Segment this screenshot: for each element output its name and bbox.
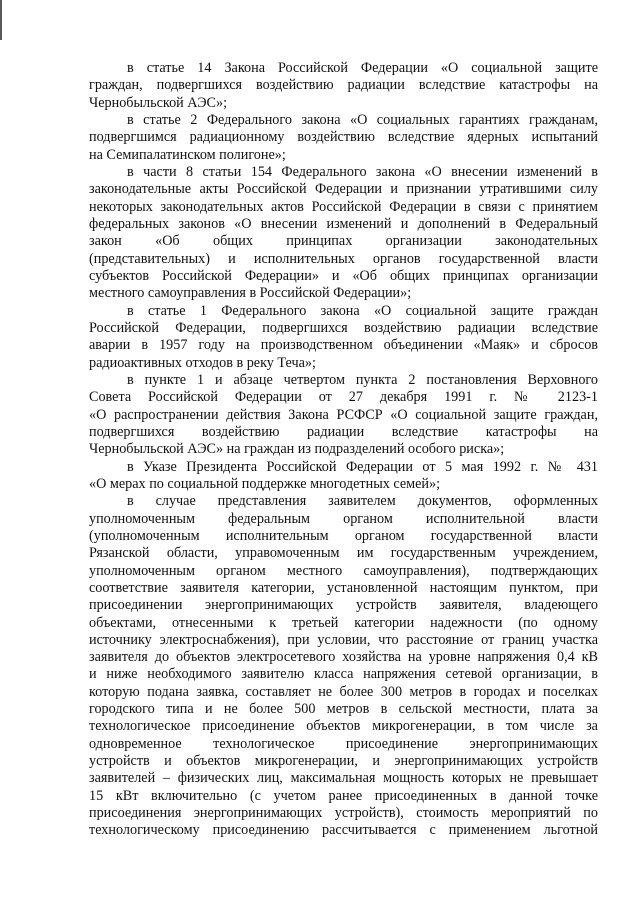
document-body — [89, 60, 598, 840]
text-line: «О мерах по социальной поддержке многодетных семей»; — [89, 475, 441, 492]
text-line: соответствие заявителя категории, установленной настоящим пунктом, при — [89, 579, 598, 596]
text-line: в Указе Президента Российской Федерации от 5 мая 1992 г. № 431 — [127, 458, 598, 475]
text-line: технологическое присоединение объектов микрогенерации, в том числе за — [89, 718, 598, 735]
text-line: граждан, подвергшихся воздействию радиации вследствие катастрофы на — [89, 77, 598, 94]
text-line: присоединении энергопринимающих устройств заявителя, владеющего — [89, 597, 598, 614]
text-line: заявителей – физических лиц, максимальная мощность которых не превышает — [89, 770, 598, 787]
text-line: в статье 2 Федерального закона «О социальных гарантиях гражданам, — [127, 111, 598, 128]
text-line: городского типа и не более 500 метров в сельской местности, плата за — [89, 701, 598, 718]
text-line: подвергшихся воздействию радиации вследствие катастрофы на — [89, 423, 598, 440]
text-line: в части 8 статьи 154 Федерального закона «О внесении изменений в — [127, 163, 598, 180]
text-line: в статье 14 Закона Российской Федерации «О социальной защите — [127, 60, 598, 76]
text-line: (представительных) и исполнительных органов государственной власти — [89, 250, 598, 267]
text-line: в пункте 1 и абзаце четвертом пункта 2 постановления Верховного — [127, 371, 598, 388]
text-line: технологическому присоединению рассчитывается с применением льготной — [89, 822, 598, 839]
text-line: в случае представления заявителем документов, оформленных — [127, 493, 598, 510]
text-line: подвергшимся радиационному воздействию вследствие ядерных испытаний — [89, 129, 598, 146]
text-line: уполномоченным органом местного самоуправления), подтверждающих — [89, 562, 598, 579]
text-line: заявителя до объектов электросетевого хозяйства на уровне напряжения 0,4 кВ — [89, 649, 598, 666]
text-line: некоторых законодательных актов Российской Федерации в связи с принятием — [89, 198, 598, 215]
text-line: в статье 1 Федерального закона «О социальной защите граждан — [127, 302, 598, 319]
text-line: радиоактивных отходов в реку Теча»; — [89, 354, 316, 371]
text-line: устройств и объектов микрогенерации, и энергопринимающих устройств — [89, 753, 598, 770]
text-line: местного самоуправления в Российской Федерации»; — [89, 285, 412, 302]
text-line: одновременное технологическое присоединение энергопринимающих — [89, 735, 598, 752]
text-line: объектами, отнесенными к третьей категории надежности (по одному — [89, 614, 598, 631]
text-line: Чернобыльской АЭС»; — [89, 94, 228, 111]
text-line: присоединения энергопринимающих устройств), стоимость мероприятий по — [89, 805, 598, 822]
text-line: и ниже необходимого заявителю класса напряжения сетевой организации, в — [89, 666, 598, 683]
text-line: которую подана заявка, составляет не более 300 метров в городах и поселках — [89, 683, 598, 700]
text-line: законодательные акты Российской Федерации и признании утратившими силу — [89, 181, 598, 198]
text-line: Совета Российской Федерации от 27 декабря 1991 г. № 2123-1 — [89, 389, 598, 406]
text-line: федеральных законов «О внесении изменений и дополнений в Федеральный — [89, 215, 598, 232]
text-line: «О распространении действия Закона РСФСР «О социальной защите граждан, — [89, 406, 598, 423]
text-line: на Семипалатинском полигоне»; — [89, 146, 286, 163]
text-line: субъектов Российской Федерации» и «Об общих принципах организации — [89, 267, 598, 284]
scan-edge-mark — [0, 0, 2, 40]
text-line: Рязанской области, управомоченным им государственным учреждением, — [89, 545, 598, 562]
text-line: аварии в 1957 году на производственном объединении «Маяк» и сбросов — [89, 337, 598, 354]
text-line: (уполномоченным исполнительным органом государственной власти — [89, 527, 598, 544]
text-line: источнику электроснабжения), при условии, что расстояние от границ участка — [89, 631, 598, 648]
text-line: уполномоченным федеральным органом исполнительной власти — [89, 510, 598, 527]
text-line: закон «Об общих принципах организации законодательных — [89, 233, 598, 250]
text-line: Российской Федерации, подвергшихся воздействию радиации вследствие — [89, 319, 598, 336]
text-line: Чернобыльской АЭС» на граждан из подразделений особого риска»; — [89, 441, 505, 458]
text-line: 15 кВт включительно (с учетом ранее присоединенных в данной точке — [89, 787, 598, 804]
